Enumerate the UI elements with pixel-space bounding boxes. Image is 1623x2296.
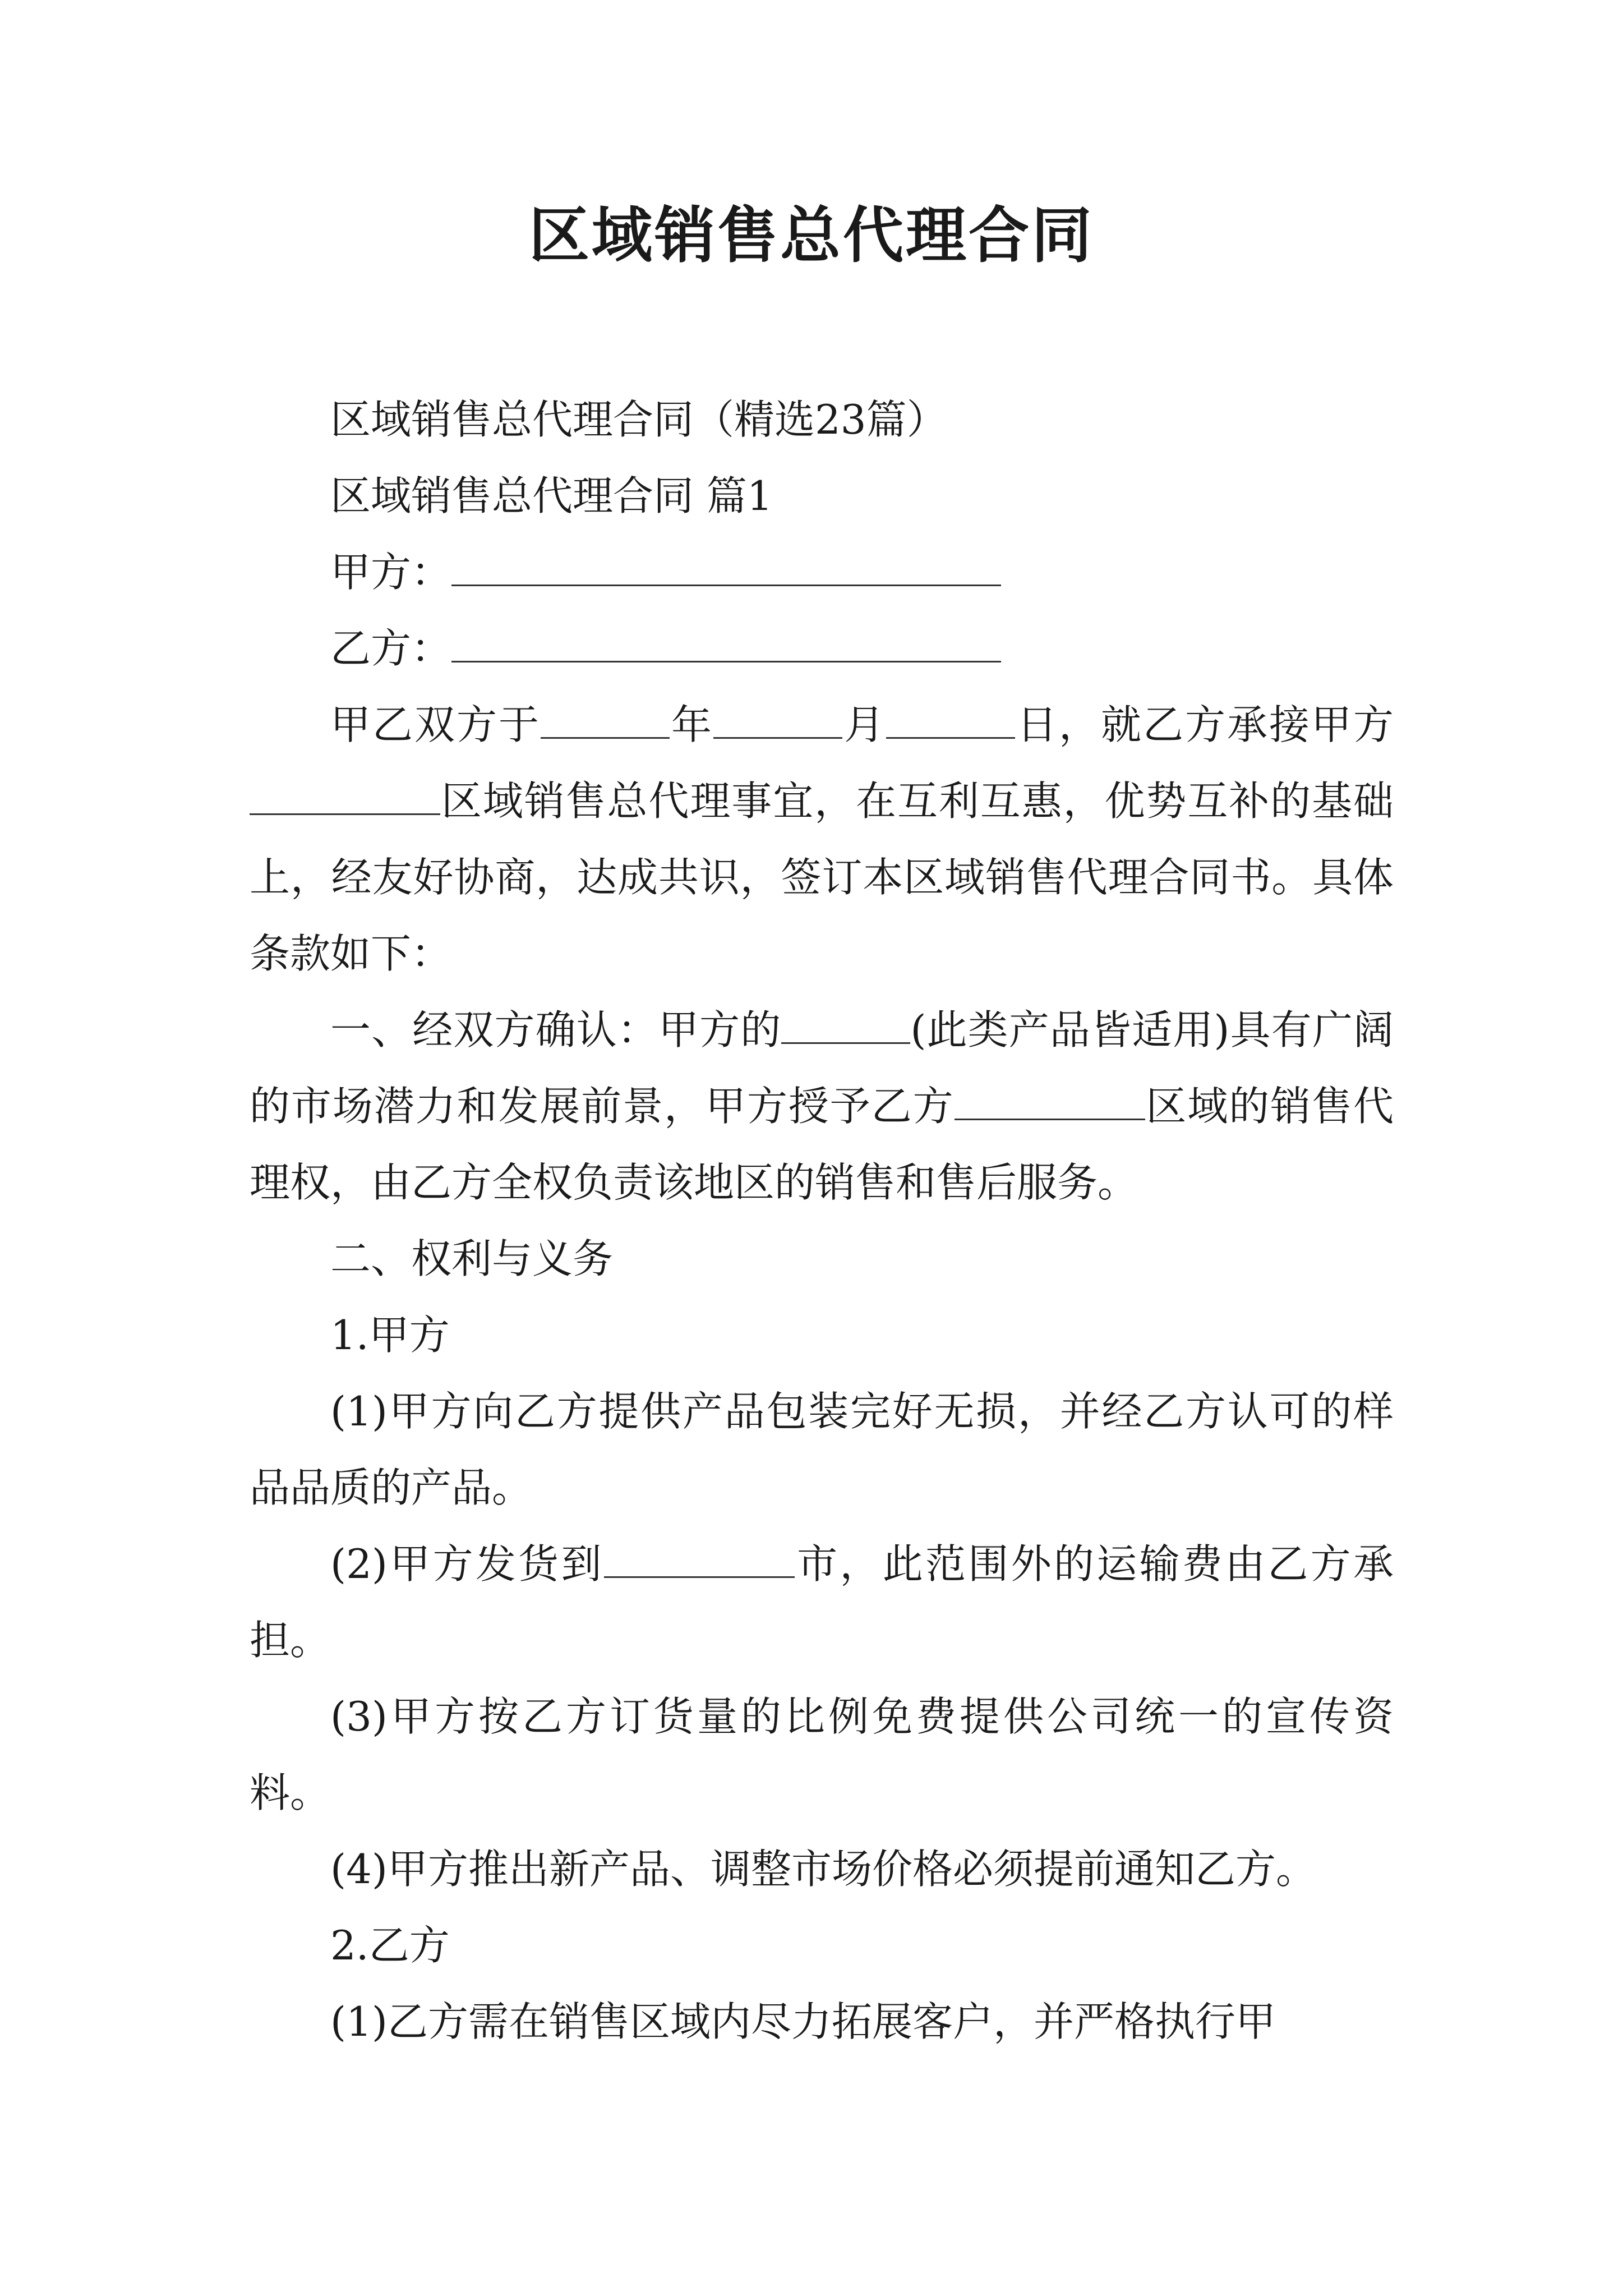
party-a-blank [451, 547, 1001, 586]
party-a-line [250, 534, 1394, 610]
party-b-line [250, 610, 1394, 687]
party-b-item-1: (1)乙方需在销售区域内尽力拓展客户，并严格执行甲 [330, 1998, 1276, 2045]
section-heading: 区域销售总代理合同 篇1 [330, 472, 773, 519]
intro-paragraph [250, 687, 1394, 992]
clause-2-heading: 二、权利与义务 [330, 1235, 614, 1282]
intro-year-label: 年 [669, 701, 713, 748]
party-b-label: 乙方： [330, 625, 452, 672]
clause-text: (此类产品皆适用)具有广阔的市场潜力和发展前景，甲方授予乙方 [250, 1006, 1394, 1130]
document-body [250, 381, 1394, 2060]
party-b-heading: 2.乙方 [330, 1922, 450, 1969]
document-title: 区域销售总代理合同 [528, 200, 1094, 271]
intro-text: 区域销售总代理事宜，在互利互惠，优势互补的基础上，经友好协商，达成共识，签订本区域销售代理合同书。具体条款如下： [250, 777, 1394, 977]
intro-month-label: 月 [842, 701, 886, 748]
region-blank [250, 776, 440, 815]
region-blank [955, 1082, 1145, 1120]
party-a-heading: 1.甲方 [330, 1312, 450, 1359]
intro-text: 甲乙双方于 [330, 701, 541, 748]
day-blank [886, 700, 1015, 739]
subtitle: 区域销售总代理合同（精选23篇） [330, 396, 947, 443]
month-blank [713, 700, 842, 739]
party-b-blank [451, 624, 1001, 662]
year-blank [541, 700, 670, 739]
party-a-label: 甲方： [330, 549, 452, 596]
party-a-item-2 [250, 1526, 1394, 1678]
party-a-item-1: (1)甲方向乙方提供产品包装完好无损，并经乙方认可的样品品质的产品。 [250, 1388, 1394, 1511]
item-text: (2)甲方发货到 [330, 1540, 604, 1588]
party-a-item-3: (3)甲方按乙方订货量的比例免费提供公司统一的宣传资料。 [250, 1693, 1394, 1816]
city-blank [604, 1539, 795, 1578]
party-a-item-4: (4)甲方推出新产品、调整市场价格必须提前通知乙方。 [330, 1846, 1316, 1893]
item-text: 市，此范围外的运输费由乙方承担。 [250, 1540, 1394, 1664]
product-blank [781, 1005, 910, 1044]
clause-text: 区域的销售代理权，由乙方全权负责该地区的销售和售后服务。 [250, 1083, 1394, 1206]
clause-text: 一、经双方确认：甲方的 [330, 1006, 782, 1053]
clause-1 [250, 992, 1394, 1221]
intro-text: 日，就乙方承接甲方 [1015, 701, 1394, 748]
